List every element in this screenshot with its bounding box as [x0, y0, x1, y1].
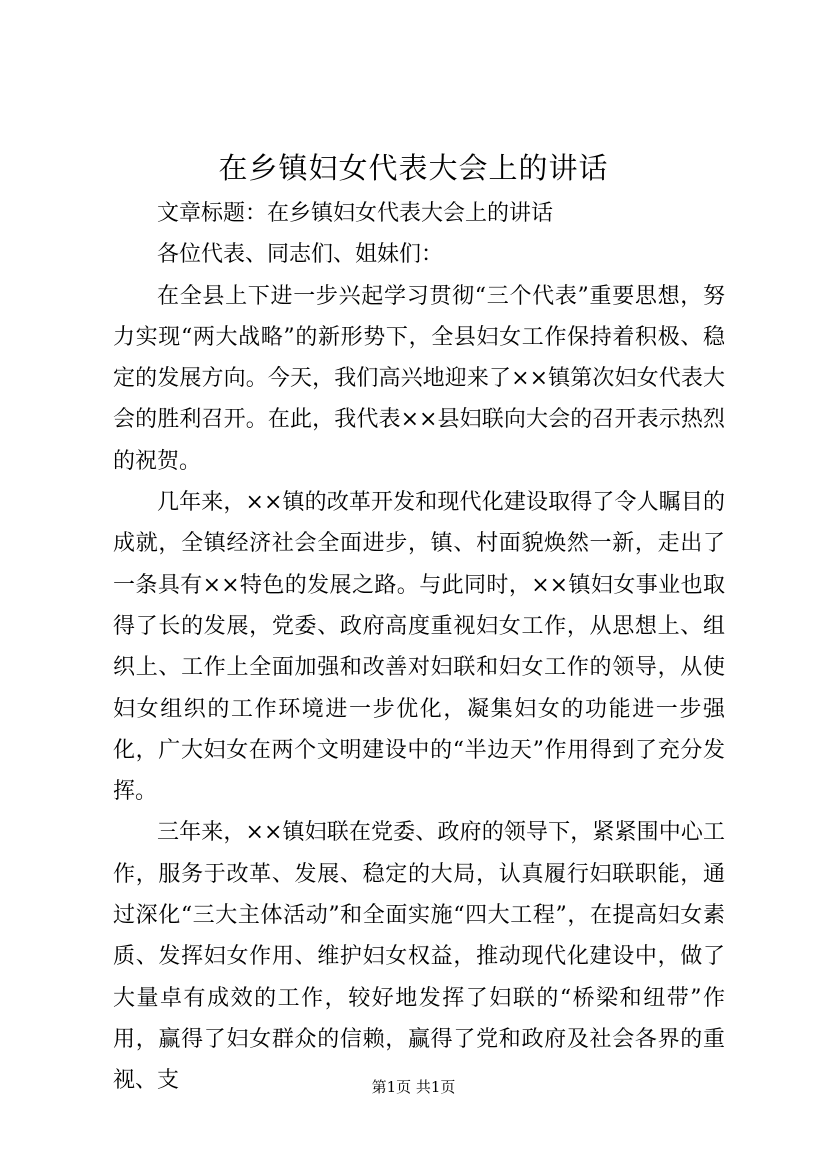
paragraph-salutation: 各位代表、同志们、姐妹们： — [157, 242, 444, 268]
page-number-footer: 第1页 共1页 — [371, 1078, 456, 1096]
document-body — [113, 193, 725, 1102]
document-title: 在乡镇妇女代表大会上的讲话 — [218, 151, 609, 185]
paragraph-1: 在全县上下进一步兴起学习贯彻“三个代表”重要思想，努力实现“两大战略”的新形势下，全县妇女工作保持着积极、稳定的发展方向。今天，我们高兴地迎来了××镇第次妇女代表大会的胜利召开。在此，我代表××县妇联向大会的召开表示热烈的祝贺。 — [113, 283, 725, 474]
paragraph-2: 几年来，××镇的改革开发和现代化建设取得了令人瞩目的成就，全镇经济社会全面进步，镇、村面貌焕然一新，走出了一条具有××特色的发展之路。与此同时，××镇妇女事业也取得了长的发展，党委、政府高度重视妇女工作，从思想上、组织上、工作上全面加强和改善对妇联和妇女工作的领导，从使妇女组织的工作环境进一步优化，凝集妇女的功能进一步强化，广大妇女在两个文明建设中的“半边天”作用得到了充分发挥。 — [113, 490, 725, 805]
paragraph-article-title: 文章标题：在乡镇妇女代表大会上的讲话 — [157, 201, 554, 226]
paragraph-3: 三年来，××镇妇联在党委、政府的领导下，紧紧围中心工作，服务于改革、发展、稳定的大局，认真履行妇联职能，通过深化“三大主体活动”和全面实施“四大工程”，在提高妇女素质、发挥妇女作用、维护妇女权益，推动现代化建设中，做了大量卓有成效的工作，较好地发挥了妇联的“桥梁和纽带”作用，赢得了妇女群众的信赖，赢得了党和政府及社会各界的重视、支 — [113, 820, 725, 1094]
